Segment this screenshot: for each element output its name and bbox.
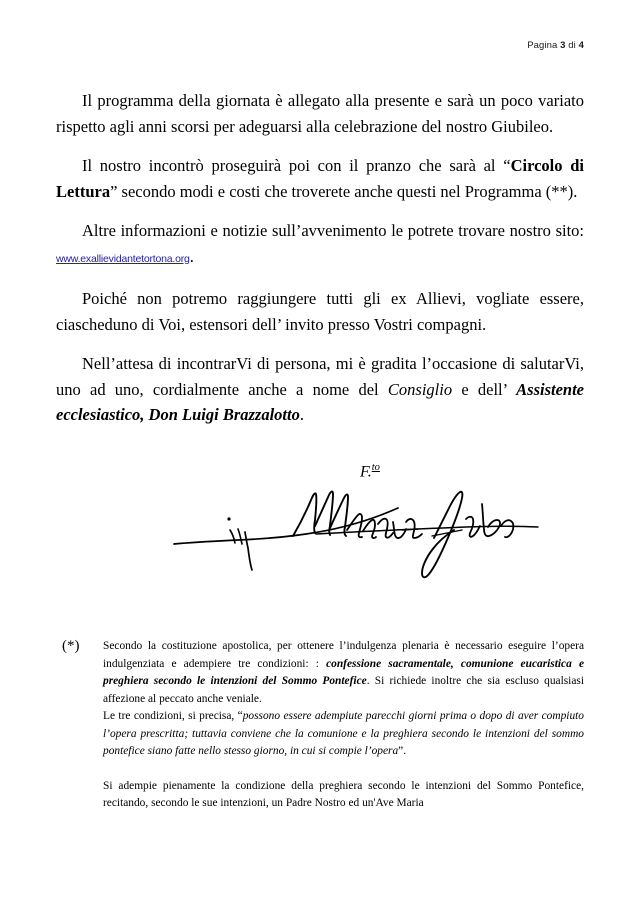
- text-run: Il programma della giornata è allegato alla presente e sarà un poco variato rispetto agli anni scorsi per adeguarsi alla celebrazione del nostro Giubileo.: [56, 91, 584, 136]
- text-run: ”.: [398, 745, 407, 757]
- footnote-text: [103, 638, 584, 813]
- text-run: Assistente ecclesiastico, Don Luigi Brazzalotto: [56, 379, 585, 424]
- text-run: Consiglio: [387, 379, 453, 399]
- text-run: Altre informazioni e notizie sull’avvenimento le potrete trovare nostro sito:: [82, 221, 584, 240]
- text-run: e dell’: [452, 379, 517, 399]
- text-run: . Si richiede inoltre che sia escluso qualsiasi affezione al peccato anche veniale.: [103, 675, 584, 705]
- signature-block: [56, 462, 584, 592]
- paragraph-allievi: [56, 286, 584, 337]
- page-header-middle: di: [565, 40, 579, 51]
- footnote-spacer: [103, 761, 584, 778]
- paragraph-programma: [56, 88, 584, 139]
- text-run: Nell’attesa di incontrarVi di persona, mi è gradita l’occasione di salutarVi, uno ad uno, cordialmente anche a nome del: [56, 354, 584, 399]
- paragraph-informazioni: [56, 218, 584, 272]
- text-run: .: [189, 246, 194, 266]
- paragraph-saluti: [56, 351, 584, 428]
- text-run: Circolo di Lettura: [56, 156, 584, 201]
- signed-by-superscript: to: [371, 462, 380, 473]
- text-run: Il nostro incontrò proseguirà poi con il pranzo che sarà al “: [82, 156, 511, 175]
- page-number-header: [527, 40, 584, 51]
- text-run: .: [299, 405, 304, 424]
- footnote-marker: (*): [62, 638, 80, 654]
- signed-by-abbreviation: [360, 462, 380, 481]
- text-run: Secondo la costituzione apostolica, per ottenere l’indulgenza plenaria è necessario eseguire l’opera indulgenziata e adempiere tre condizioni: :: [103, 640, 584, 670]
- text-run: confessione sacramentale, comunione eucaristica e preghiera secondo le intenzioni del Sommo Pontefice: [103, 657, 584, 687]
- text-run: Poiché non potremo raggiungere tutti gli ex Allievi, vogliate essere, ciascheduno di Voi, estensori dell’ invito presso Vostri compagni.: [56, 289, 584, 334]
- handwritten-signature: [166, 486, 566, 586]
- page-header-current: 3: [560, 40, 566, 51]
- text-run: Le tre condizioni, si precisa, “: [103, 710, 243, 722]
- text-run: possono essere adempiute parecchi giorni prima o dopo di aver compiuto l’opera prescritta; tuttavia conviene che la comunione e la preghiera secondo le intenzioni del sommo pontefice siano fatte nello stesso giorno, in cui si compie l’opera: [103, 710, 584, 757]
- text-run: ” secondo modi e costi che troverete anche questi nel Programma (**).: [110, 181, 578, 201]
- website-link[interactable]: www.exallievidantetortona.org: [56, 252, 190, 265]
- footnote-condizioni: [103, 638, 584, 708]
- page-header-prefix: Pagina: [527, 40, 561, 51]
- footnote-preghiera: [103, 778, 584, 813]
- document-body: [56, 88, 584, 428]
- footnote-precisazione: [103, 708, 584, 761]
- signed-by-label: F.: [360, 463, 372, 481]
- footnote-section: [56, 638, 584, 813]
- paragraph-incontro: [56, 153, 584, 204]
- footnote-row: [56, 638, 584, 813]
- page-header-total: 4: [578, 40, 584, 51]
- text-run: Si adempie pienamente la condizione della preghiera secondo le intenzioni del Sommo Pontefice, recitando, secondo le sue intenzioni, un Padre Nostro ed un'Ave Maria: [103, 779, 584, 809]
